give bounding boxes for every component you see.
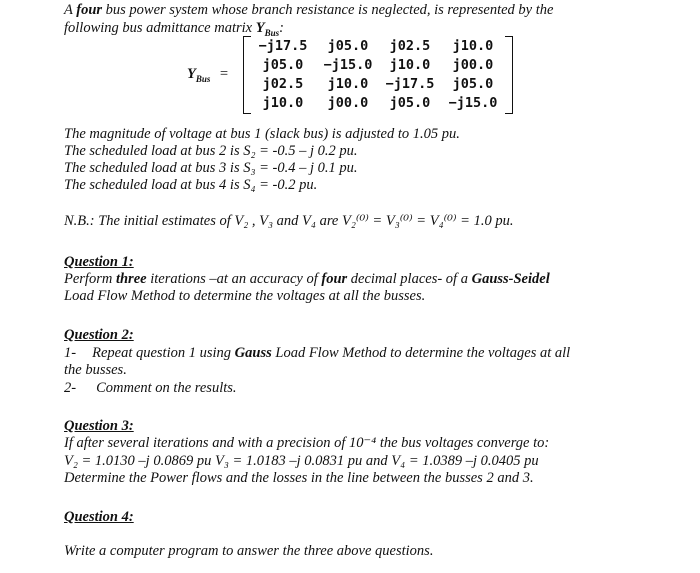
- q2-bold: Gauss: [234, 345, 272, 361]
- intro-text: A: [64, 2, 77, 18]
- load-bus-3-line: The scheduled load at bus 3 is S₃ = -0.4 – j 0.1 pu.: [64, 160, 358, 176]
- q1-text: Perform: [64, 271, 116, 287]
- matrix-cell: −j15.0: [448, 95, 498, 111]
- intro-bold-word: four: [76, 2, 103, 18]
- q2-item-number: 2-: [64, 380, 77, 396]
- question-1-title: Question 1:: [64, 254, 134, 270]
- matrix-cell: −j15.0: [323, 57, 373, 73]
- intro-text: following bus admittance matrix: [64, 20, 256, 36]
- q1-bold: four: [321, 271, 348, 287]
- question-3-title: Question 3:: [64, 418, 134, 434]
- q1-text: decimal places- of a: [347, 271, 472, 287]
- q2-text: Repeat question 1 using: [92, 345, 235, 361]
- question-1-line-1: [64, 271, 550, 288]
- question-3-line-1: If after several iterations and with a precision of 10⁻⁴ the bus voltages converge to:: [64, 435, 550, 451]
- intro-line-1: [64, 2, 553, 19]
- ybus-symbol: Y: [255, 20, 265, 36]
- ybus-subscript: Bus: [264, 27, 280, 38]
- intro-text: bus power system whose branch resistance is neglected, is represented by the: [102, 2, 554, 18]
- matrix-cell: j05.0: [452, 76, 494, 92]
- intro-text: :: [279, 20, 284, 36]
- matrix-cell: j10.0: [262, 95, 304, 111]
- question-4-line-1: Write a computer program to answer the three above questions.: [64, 543, 434, 559]
- slack-bus-line: The magnitude of voltage at bus 1 (slack bus) is adjusted to 1.05 pu.: [64, 126, 460, 142]
- q1-bold: three: [115, 271, 147, 287]
- matrix-cell: j05.0: [389, 95, 431, 111]
- q2-text: Load Flow Method to determine the voltages at all: [271, 345, 571, 361]
- load-bus-2-line: The scheduled load at bus 2 is S₂ = -0.5 – j 0.2 pu.: [64, 143, 358, 159]
- matrix-label: [187, 66, 229, 84]
- nb-line: N.B.: The initial estimates of V₂ , V₃ and V₄ are V₂⁽⁰⁾ = V₃⁽⁰⁾ = V₄⁽⁰⁾ = 1.0 pu.: [64, 213, 514, 229]
- question-2-item-1-cont: the busses.: [64, 362, 127, 378]
- question-3-line-3: Determine the Power flows and the losses in the line between the busses 2 and 3.: [64, 470, 534, 486]
- matrix-cell: j10.0: [389, 57, 431, 73]
- matrix-cell: j05.0: [262, 57, 304, 73]
- q2-item-number: 1-: [64, 345, 77, 361]
- matrix-cell: j00.0: [327, 95, 369, 111]
- question-4-title: Question 4:: [64, 509, 134, 525]
- matrix-cell: j02.5: [389, 38, 431, 54]
- question-2-item-2: [64, 380, 237, 397]
- matrix-cell: j02.5: [262, 76, 304, 92]
- q1-bold: Gauss-Seidel: [471, 271, 550, 287]
- question-2-item-1: [64, 345, 570, 362]
- matrix-cell: j10.0: [452, 38, 494, 54]
- matrix-cell: j10.0: [327, 76, 369, 92]
- matrix-label-subscript: Bus: [195, 73, 211, 84]
- question-1-line-2: Load Flow Method to determine the voltages at all the busses.: [64, 288, 426, 304]
- matrix-label-symbol: Y: [187, 66, 196, 82]
- matrix-cell: −j17.5: [258, 38, 308, 54]
- question-3-line-2: V₂ = 1.0130 –j 0.0869 pu V₃ = 1.0183 –j 0.0831 pu and V₄ = 1.0389 –j 0.0405 pu: [64, 453, 539, 469]
- matrix-equals: =: [219, 66, 229, 82]
- q2-text: Comment on the results.: [96, 380, 237, 396]
- matrix-cell: j05.0: [327, 38, 369, 54]
- matrix-cell: −j17.5: [385, 76, 435, 92]
- matrix-cell: j00.0: [452, 57, 494, 73]
- q1-text: iterations –at an accuracy of: [146, 271, 322, 287]
- question-2-title: Question 2:: [64, 327, 134, 343]
- load-bus-4-line: The scheduled load at bus 4 is S₄ = -0.2 pu.: [64, 177, 318, 193]
